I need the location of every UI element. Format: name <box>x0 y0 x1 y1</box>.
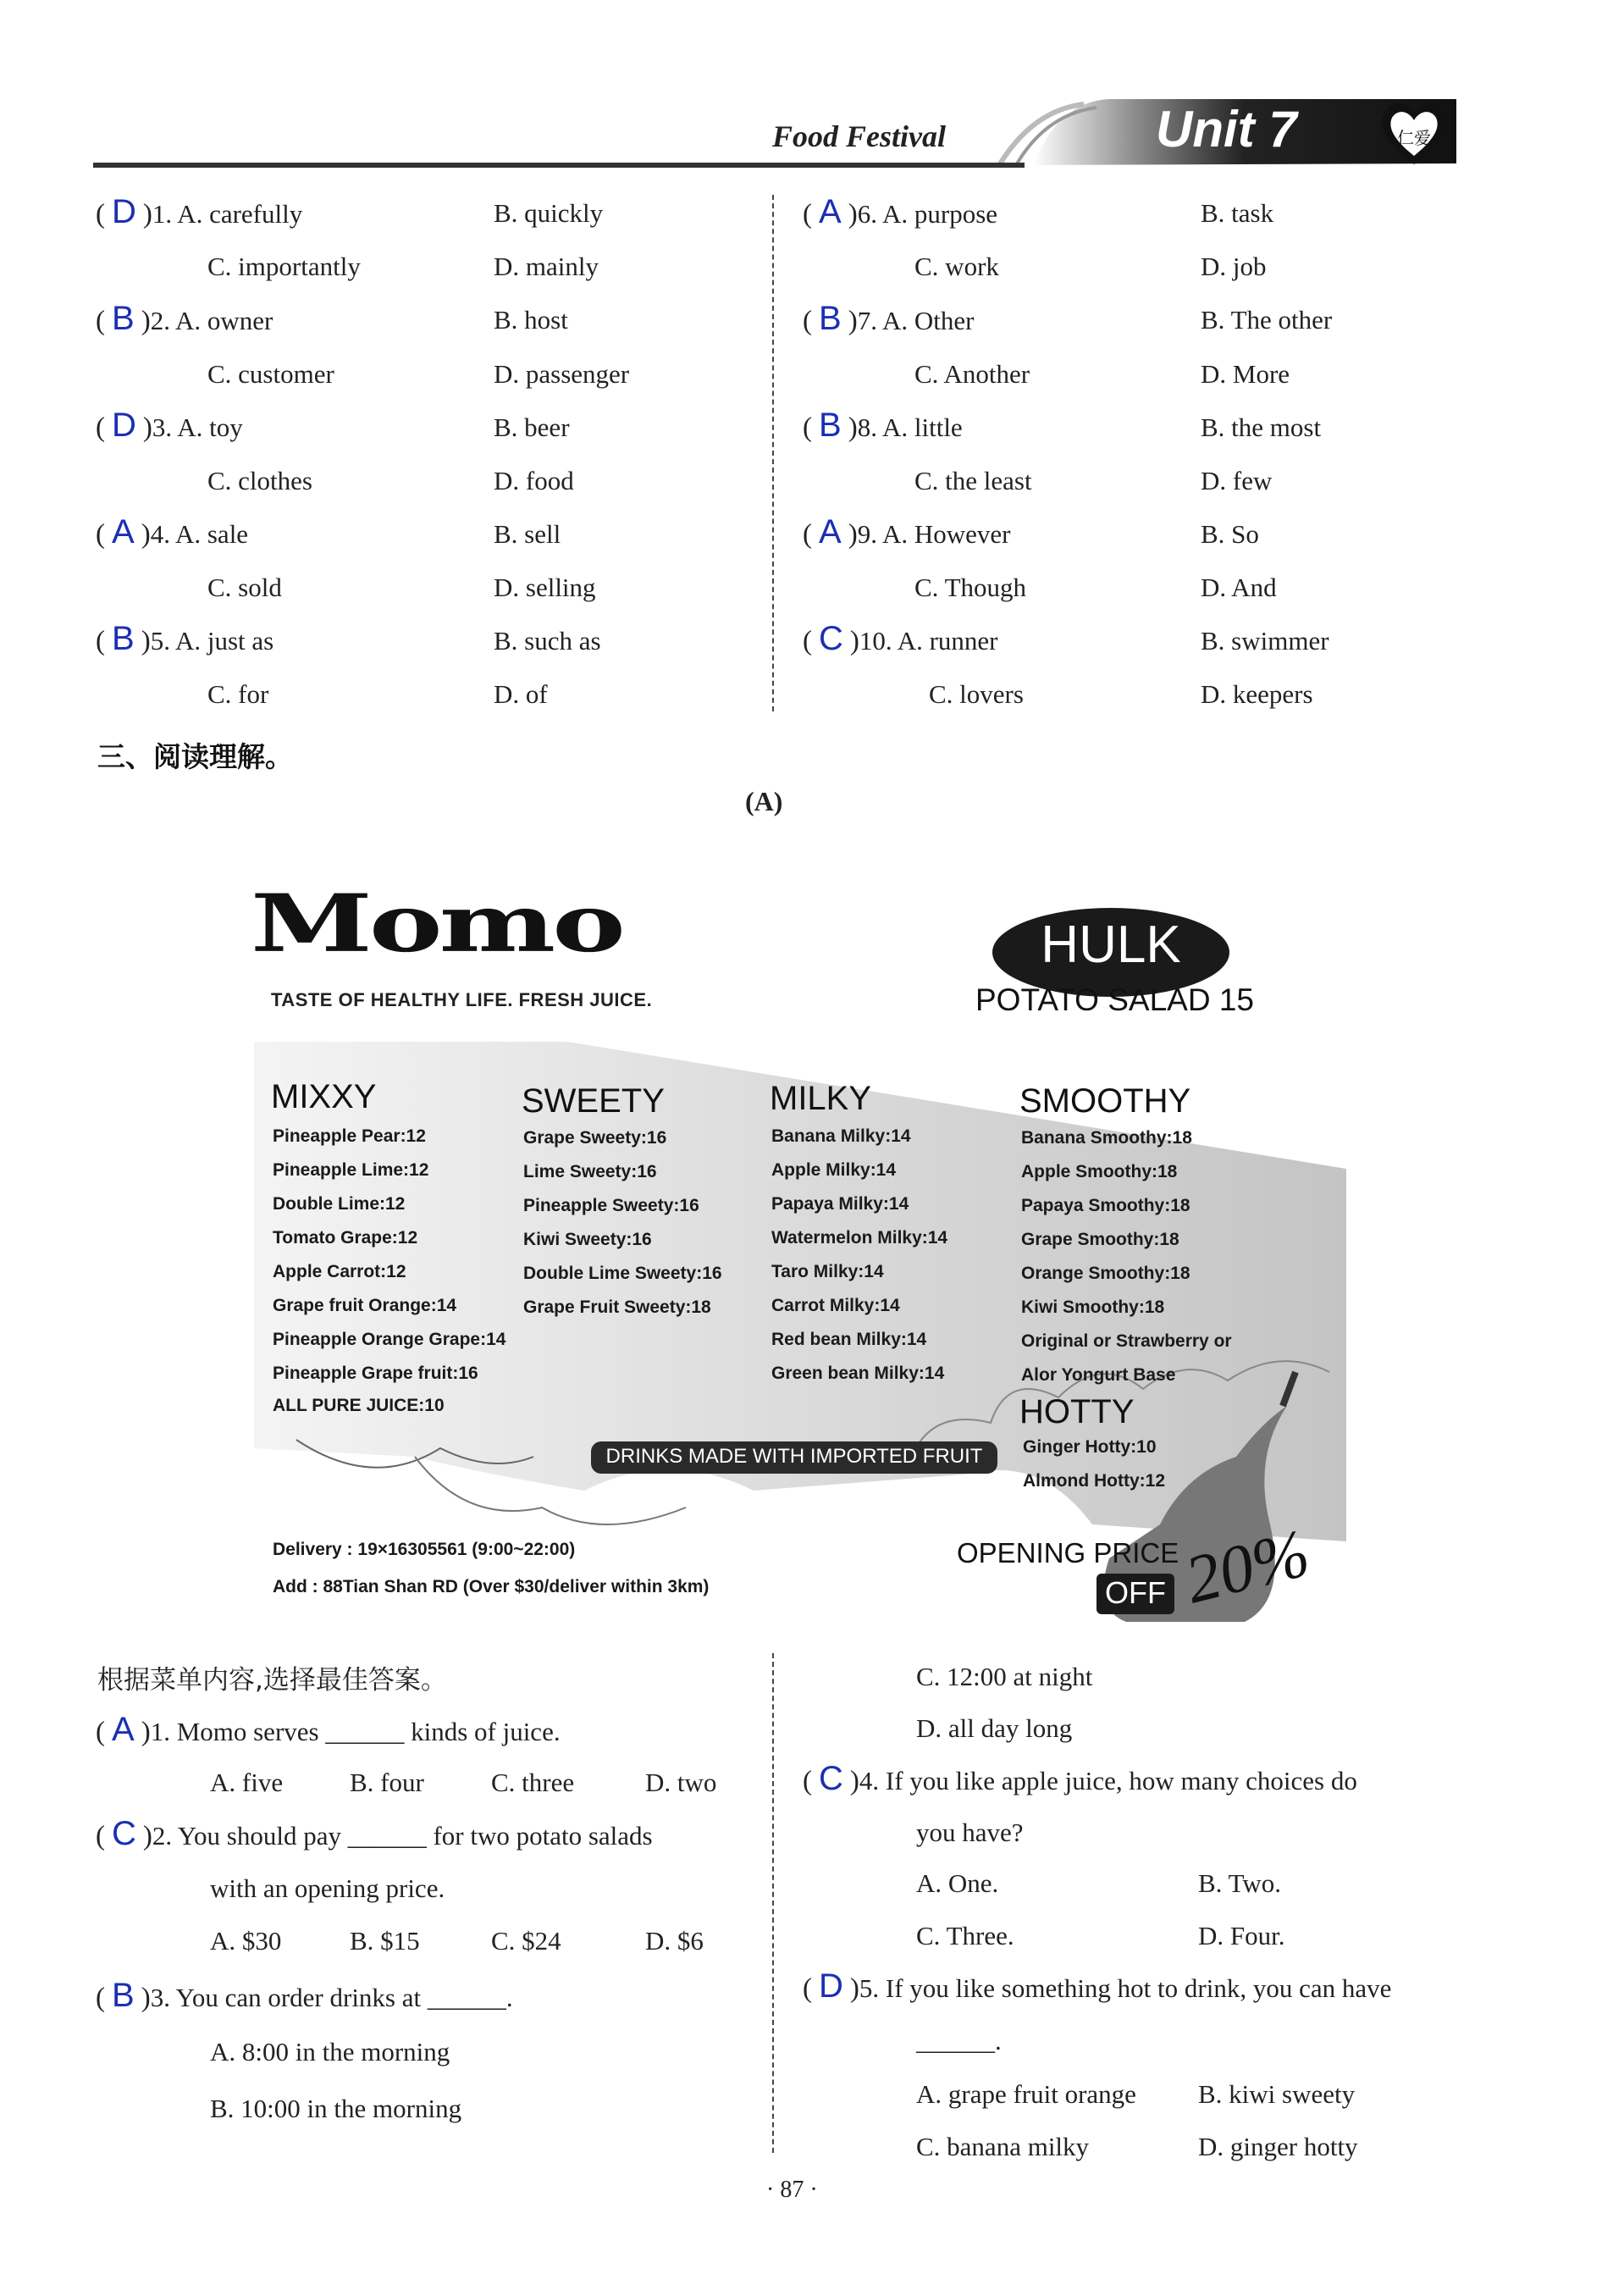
juice-menu <box>246 864 1346 1626</box>
cloze-question-9: ( A )9. A. However <box>803 513 1011 551</box>
answer-mark: A <box>819 513 842 551</box>
question-continuation: ______. <box>916 2026 1002 2055</box>
menu-item: Double Lime Sweety:16 <box>523 1264 722 1283</box>
option: A. $30 <box>210 1926 282 1956</box>
section-title: Food Festival <box>772 119 946 153</box>
option: C. sold <box>207 573 282 602</box>
option: C. the least <box>914 466 1032 495</box>
option: C. work <box>914 252 999 281</box>
cloze-question-3: ( D )3. A. toy <box>96 407 243 444</box>
menu-item: Pineapple Grape fruit:16 <box>273 1364 478 1383</box>
option: D. food <box>494 466 574 495</box>
option: D. job <box>1201 252 1267 281</box>
option: D. $6 <box>645 1926 704 1956</box>
option: D. all day long <box>916 1713 1073 1743</box>
menu-item: Grape Sweety:16 <box>523 1128 667 1148</box>
menu-item: ALL PURE JUICE:10 <box>273 1396 445 1415</box>
menu-item: Grape Smoothy:18 <box>1021 1230 1179 1249</box>
menu-item: Carrot Milky:14 <box>771 1296 900 1315</box>
menu-item: Pineapple Orange Grape:14 <box>273 1330 506 1349</box>
menu-item: Pineapple Sweety:16 <box>523 1196 699 1215</box>
menu-item: Orange Smoothy:18 <box>1021 1264 1190 1283</box>
reading-heading: 三、阅读理解。 <box>97 740 293 773</box>
option: B. Two. <box>1198 1868 1282 1898</box>
instruction: 根据菜单内容,选择最佳答案。 <box>97 1665 447 1696</box>
answer-mark: B <box>112 1977 135 2014</box>
column-divider <box>772 195 774 711</box>
option: D. two <box>645 1768 717 1797</box>
answer-mark: C <box>819 620 843 657</box>
option: D. passenger <box>494 359 630 389</box>
option: D. mainly <box>494 252 599 281</box>
menu-item: Pineapple Pear:12 <box>273 1126 426 1146</box>
menu-item: Original or Strawberry or <box>1021 1331 1232 1351</box>
menu-item: Green bean Milky:14 <box>771 1364 945 1383</box>
tagline: TASTE OF HEALTHY LIFE. FRESH JUICE. <box>271 989 653 1010</box>
option: B. beer <box>494 412 570 442</box>
option: B. host <box>494 305 568 335</box>
page-header <box>0 0 1624 186</box>
option: B. four <box>350 1768 424 1797</box>
menu-item: Pineapple Lime:12 <box>273 1160 429 1180</box>
unit-label: Unit 7 <box>1156 101 1297 158</box>
option: B. the most <box>1201 412 1322 442</box>
option: B. $15 <box>350 1926 420 1956</box>
reading-question-1: ( A )1. Momo serves ______ kinds of juice. <box>96 1711 561 1748</box>
option: C. $24 <box>491 1926 561 1956</box>
option: B. The other <box>1201 305 1333 335</box>
reading-question-2: ( C )2. You should pay ______ for two potato salads <box>96 1815 653 1852</box>
option: C. Though <box>914 573 1027 602</box>
option: B. 10:00 in the morning <box>210 2094 462 2123</box>
discount-percent: 20% <box>1178 1515 1317 1618</box>
page-number: · 87 · <box>766 2177 818 2203</box>
option: C. Three. <box>916 1921 1014 1950</box>
option: C. Another <box>914 359 1030 389</box>
cloze-question-5: ( B )5. A. just as <box>96 620 274 657</box>
menu-item: Ginger Hotty:10 <box>1023 1437 1157 1457</box>
answer-mark: D <box>819 1967 843 2005</box>
menu-item: Red bean Milky:14 <box>771 1330 927 1349</box>
answer-mark: D <box>112 193 136 230</box>
header-rule <box>93 163 1025 168</box>
cloze-question-6: ( A )6. A. purpose <box>803 193 998 230</box>
menu-item: Almond Hotty:12 <box>1023 1471 1165 1491</box>
menu-item: Papaya Milky:14 <box>771 1194 909 1214</box>
menu-item: Alor Yongurt Base <box>1021 1365 1176 1385</box>
option: A. grape fruit orange <box>916 2079 1136 2109</box>
menu-item: Apple Smoothy:18 <box>1021 1162 1178 1181</box>
option: C. clothes <box>207 466 312 495</box>
option: C. for <box>207 679 269 709</box>
answer-mark: C <box>112 1815 136 1852</box>
option: B. So <box>1201 519 1259 549</box>
option: B. swimmer <box>1201 626 1329 656</box>
menu-item: Taro Milky:14 <box>771 1262 884 1281</box>
option: D. ginger hotty <box>1198 2132 1358 2161</box>
option: D. few <box>1201 466 1273 495</box>
option: D. keepers <box>1201 679 1313 709</box>
option: A. One. <box>916 1868 999 1898</box>
menu-item: Apple Carrot:12 <box>273 1262 406 1281</box>
cloze-question-4: ( A )4. A. sale <box>96 513 249 551</box>
cloze-question-7: ( B )7. A. Other <box>803 300 975 337</box>
question-continuation: with an opening price. <box>210 1873 445 1903</box>
option: B. quickly <box>494 198 604 228</box>
cloze-question-1: ( D )1. A. carefully <box>96 193 303 230</box>
answer-mark: A <box>819 193 842 230</box>
imported-fruit-label: DRINKS MADE WITH IMPORTED FRUIT <box>605 1445 983 1468</box>
answer-mark: B <box>112 300 135 337</box>
cloze-question-2: ( B )2. A. owner <box>96 300 273 337</box>
opening-price-label: OPENING PRICE <box>957 1537 1179 1569</box>
answer-mark: A <box>112 1711 135 1748</box>
category-title-milky: MILKY <box>770 1080 872 1117</box>
svg-text:仁爱: 仁爱 <box>1397 128 1431 148</box>
option: C. 12:00 at night <box>916 1662 1093 1691</box>
passage-label: (A) <box>745 786 783 816</box>
option: D. Four. <box>1198 1921 1285 1950</box>
question-continuation: you have? <box>916 1817 1024 1847</box>
option: D. More <box>1201 359 1290 389</box>
menu-item: Papaya Smoothy:18 <box>1021 1196 1190 1215</box>
menu-item: Kiwi Sweety:16 <box>523 1230 652 1249</box>
option: C. banana milky <box>916 2132 1090 2161</box>
cloze-question-8: ( B )8. A. little <box>803 407 963 444</box>
answer-mark: A <box>112 513 135 551</box>
category-title-sweety: SWEETY <box>522 1082 665 1120</box>
answer-mark: B <box>819 300 842 337</box>
menu-item: Tomato Grape:12 <box>273 1228 418 1248</box>
menu-item: Double Lime:12 <box>273 1194 406 1214</box>
menu-item: Banana Smoothy:18 <box>1021 1128 1192 1148</box>
option: D. And <box>1201 573 1277 602</box>
option: C. lovers <box>929 679 1024 709</box>
option: B. task <box>1201 198 1274 228</box>
menu-item: Grape fruit Orange:14 <box>273 1296 457 1315</box>
menu-item: Apple Milky:14 <box>771 1160 897 1180</box>
option: B. kiwi sweety <box>1198 2079 1356 2109</box>
delivery-info: Delivery : 19×16305561 (9:00~22:00) <box>273 1540 576 1559</box>
category-title-hotty: HOTTY <box>1019 1393 1135 1430</box>
option: A. 8:00 in the morning <box>210 2037 450 2066</box>
hulk-label: HULK <box>1041 916 1181 974</box>
option: C. importantly <box>207 252 361 281</box>
menu-item: Watermelon Milky:14 <box>771 1228 948 1248</box>
option: D. selling <box>494 573 596 602</box>
column-divider <box>772 1653 774 2153</box>
menu-item: Grape Fruit Sweety:18 <box>523 1297 711 1317</box>
option: D. of <box>494 679 548 709</box>
option: B. such as <box>494 626 601 656</box>
menu-item: Kiwi Smoothy:18 <box>1021 1297 1165 1317</box>
option: C. customer <box>207 359 334 389</box>
answer-mark: D <box>112 407 136 444</box>
menu-item: Lime Sweety:16 <box>523 1162 657 1181</box>
address-info: Add : 88Tian Shan RD (Over $30/deliver within 3km) <box>273 1577 710 1596</box>
off-label: OFF <box>1105 1575 1166 1610</box>
answer-mark: B <box>819 407 842 444</box>
momo-logo: Momo <box>251 877 622 971</box>
heart-book-icon <box>1376 95 1452 171</box>
reading-question-5: ( D )5. If you like something hot to drink, you can have <box>803 1967 1392 2005</box>
reading-question-4: ( C )4. If you like apple juice, how many choices do <box>803 1760 1357 1797</box>
potato-salad-price: POTATO SALAD 15 <box>975 982 1255 1017</box>
category-title-smoothy: SMOOTHY <box>1019 1082 1191 1120</box>
cloze-question-10: ( C )10. A. runner <box>803 620 998 657</box>
option: B. sell <box>494 519 561 549</box>
reading-question-3: ( B )3. You can order drinks at ______. <box>96 1977 513 2014</box>
answer-mark: B <box>112 620 135 657</box>
answer-mark: C <box>819 1760 843 1797</box>
option: A. five <box>210 1768 284 1797</box>
option: C. three <box>491 1768 575 1797</box>
category-title-mixxy: MIXXY <box>271 1078 377 1115</box>
menu-item: Banana Milky:14 <box>771 1126 911 1146</box>
